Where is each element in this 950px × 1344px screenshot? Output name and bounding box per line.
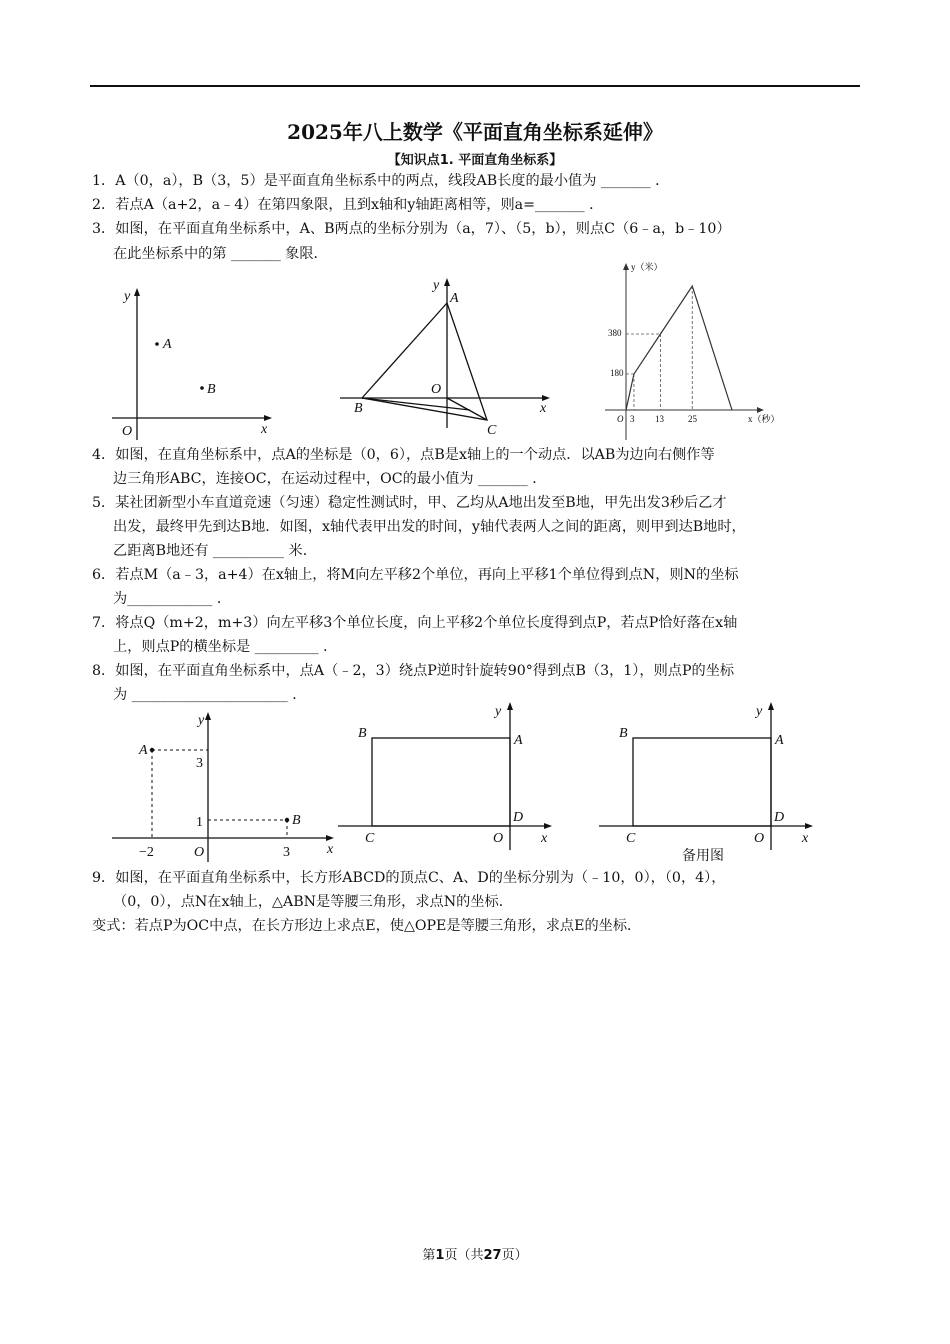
axis-x-label: x（秒）: [748, 414, 780, 424]
axis-y-label: y: [124, 289, 131, 304]
x-tick-minus-2: −2: [139, 845, 154, 860]
point-a-label: A: [139, 743, 148, 758]
point-c-label: C: [487, 423, 497, 438]
footer-mid: 页（共: [444, 1248, 484, 1263]
question-9: 9．如图，在平面直角坐标系中，长方形ABCD的顶点C、A、D的坐标分别为（﹣10，0），（0，4），: [92, 870, 726, 886]
origin-label: O: [194, 845, 205, 860]
point-b-label: B: [207, 382, 216, 397]
axis-y-label: y: [198, 713, 205, 728]
origin-label: O: [754, 831, 765, 846]
x-tick-25: 25: [688, 414, 697, 424]
axis-x-label: x: [261, 422, 268, 437]
axis-y-label: y（米）: [631, 262, 663, 272]
point-a-label: A: [514, 733, 523, 748]
page-footer: [0, 1244, 950, 1263]
x-tick-3: 3: [283, 845, 290, 860]
page-number: 1: [435, 1248, 445, 1263]
question-7: 7．将点Q（m+2，m+3）向左平移3个单位长度，向上平移2个单位长度得到点P，若点P恰好落在x轴: [92, 615, 738, 631]
y-tick-3: 3: [196, 756, 203, 771]
question-1: 1．A（0，a），B（3，5）是平面直角坐标系中的两点，线段AB长度的最小值为 _______ ．: [92, 173, 670, 189]
question-3: 3．如图，在平面直角坐标系中，A、B两点的坐标分别为（a，7）、（5，b），则点C（6﹣a，b﹣10）: [92, 221, 731, 237]
axis-x-label: x: [541, 831, 548, 846]
question-3-cont: 在此坐标系中的第 _______ 象限．: [113, 246, 328, 262]
axis-y-label: y: [433, 278, 440, 293]
question-8: 8．如图，在平面直角坐标系中，点A（﹣2，3）绕点P逆时针旋转90°得到点B（3，1），则点P的坐标: [92, 663, 735, 679]
axis-y-label: y: [495, 704, 502, 719]
point-b-label: B: [354, 401, 363, 416]
total-pages: 27: [483, 1248, 502, 1263]
question-9-cont: （0，0），点N在x轴上，△ABN是等腰三角形，求点N的坐标．: [113, 894, 513, 910]
axis-y-label: y: [756, 704, 763, 719]
point-b-label: B: [292, 813, 301, 828]
axis-x-label: x: [802, 831, 809, 846]
axis-x-label: x: [540, 401, 547, 416]
question-8-cont: 为 ______________________ ．: [113, 687, 307, 703]
distance-line: [626, 286, 732, 410]
header-rule: [90, 85, 860, 87]
point-c-label: C: [365, 831, 375, 846]
question-4: 4．如图，在直角坐标系中，点A的坐标是（0，6），点B是x轴上的一个动点．以AB为边向右侧作等: [92, 447, 715, 463]
footer-prefix: 第: [422, 1248, 436, 1263]
question-5-cont2: 乙距离B地还有 __________ 米．: [113, 543, 317, 559]
question-6-cont: 为____________ ．: [113, 591, 232, 607]
origin-label: O: [122, 424, 133, 439]
y-tick-380: 380: [608, 328, 622, 338]
origin-label: O: [617, 414, 624, 424]
point-a-label: A: [775, 733, 784, 748]
backup-figure-caption: 备用图: [682, 848, 724, 864]
document-title: 2025年八上数学《平面直角坐标系延伸》: [287, 120, 663, 144]
y-tick-180: 180: [610, 368, 624, 378]
origin-label: O: [493, 831, 504, 846]
point-a-label: A: [163, 337, 172, 352]
question-5: 5．某社团新型小车直道竞速（匀速）稳定性测试时，甲、乙均从A地出发至B地，甲先出发3秒后乙才: [92, 495, 727, 511]
axis-x-label: x: [327, 842, 334, 857]
point-b-label: B: [619, 726, 628, 741]
x-tick-13: 13: [655, 414, 664, 424]
question-4-cont: 边三角形ABC，连接OC，在运动过程中，OC的最小值为 _______ ．: [113, 471, 547, 487]
y-tick-1: 1: [196, 815, 203, 830]
question-5-cont: 出发，最终甲先到达B地．如图，x轴代表甲出发的时间，y轴代表两人之间的距离，则甲到达B地时，: [113, 519, 746, 535]
point-b-label: B: [358, 726, 367, 741]
origin-label: O: [431, 382, 442, 397]
footer-suffix: 页）: [501, 1248, 528, 1263]
question-2: 2．若点A（a+2，a﹣4）在第四象限，且到x轴和y轴距离相等，则a=_______ ．: [92, 197, 604, 213]
question-9-variant: 变式：若点P为OC中点，在长方形边上求点E，使△OPE是等腰三角形，求点E的坐标．: [92, 918, 642, 934]
point-c-label: C: [626, 831, 636, 846]
section-heading: 【知识点1. 平面直角坐标系】: [387, 153, 563, 168]
point-d-label: D: [513, 810, 524, 825]
point-d-label: D: [774, 810, 785, 825]
x-tick-3: 3: [630, 414, 635, 424]
question-7-cont: 上，则点P的横坐标是 _________ ．: [113, 639, 338, 655]
question-6: 6．若点M（a﹣3，a+4）在x轴上，将M向左平移2个单位，再向上平移1个单位得到点N，则N的坐标: [92, 567, 739, 583]
point-a-label: A: [450, 291, 459, 306]
